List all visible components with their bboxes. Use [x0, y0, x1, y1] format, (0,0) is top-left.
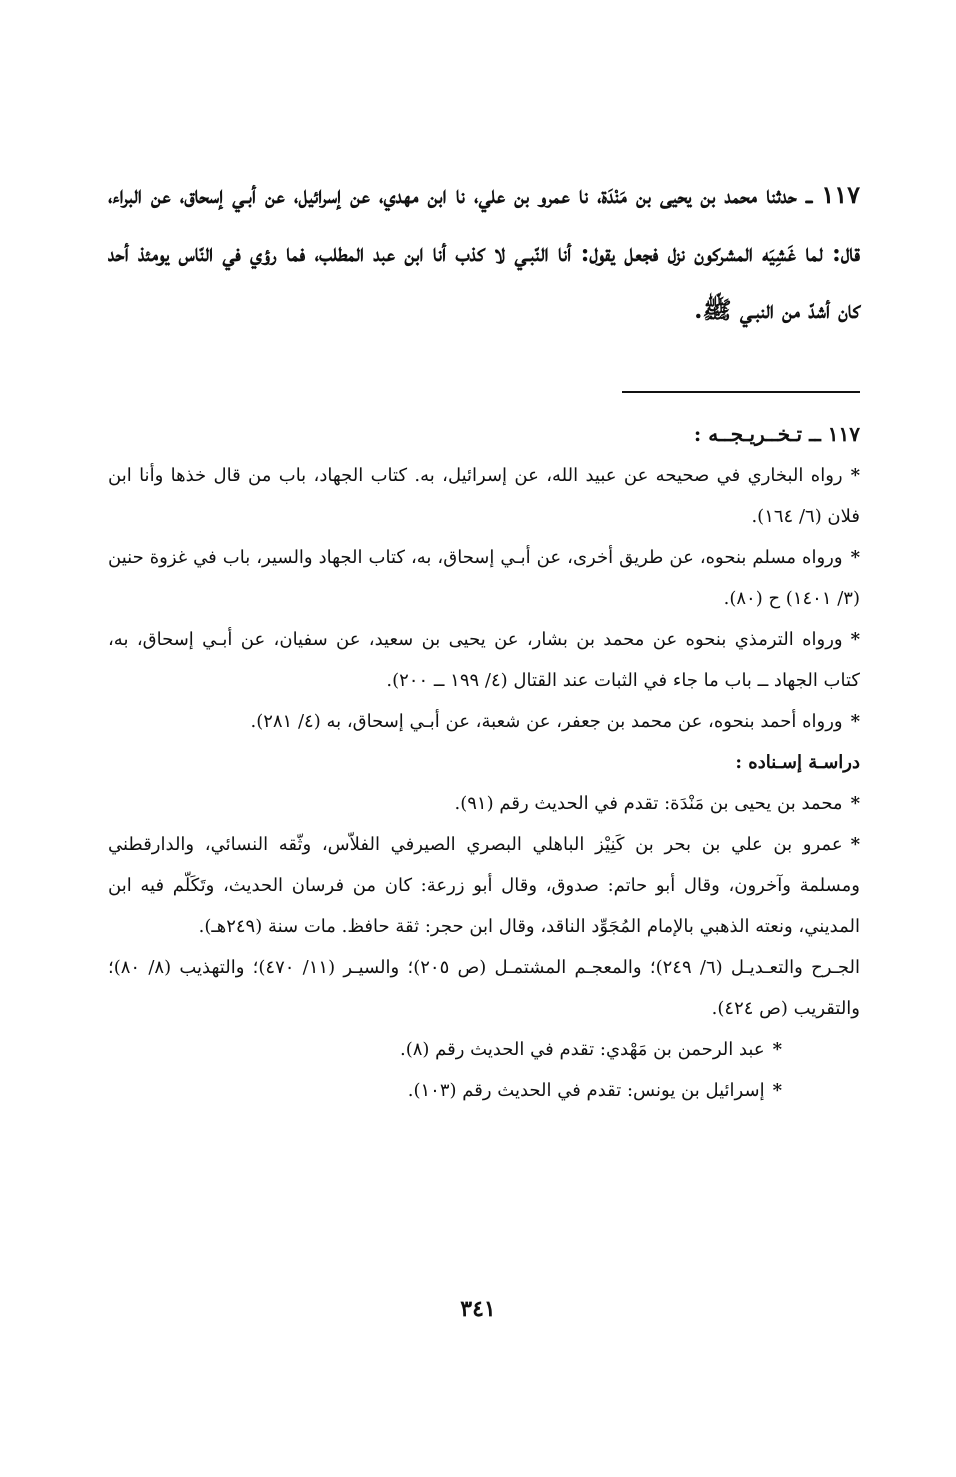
takhrij-entry-text: ورواه مسلم بنحوه، عن طريق أخرى، عن أبـي إسحاق، به، كتاب الجهاد والسير، باب في غزوة حنين (٣/ ١٤٠١) ح (٨٠). — [108, 547, 860, 609]
takhrij-entry-bukhari — [108, 455, 860, 537]
takhrij-entry-text: ورواه الترمذي بنحوه عن محمد بن بشار، عن يحيى بن سعيد، عن سفيان، عن أبـي إسحاق، به، كتاب الجهاد ــ باب ما جاء في الثبات عند القتال (٤/ ١٩٩ ــ ٢٠٠). — [108, 629, 860, 691]
narrator-text: إسرائيل بن يونس: تقدم في الحديث رقم (١٠٣). — [407, 1080, 765, 1101]
narrator-references: الجـرح والتعـديـل (٦/ ٢٤٩)؛ والمعجـم المشتمـل (ص ٢٠٥)؛ والسيـر (١١/ ٤٧٠)؛ والتهذيب (٨/ ٨٠)؛ والتقريب (ص ٤٢٤). — [108, 957, 861, 1019]
takhrij-entry-text: ورواه أحمد بنحوه، عن محمد بن جعفر، عن شعبة، عن أبـي إسحاق، به (٤/ ٢٨١). — [250, 711, 843, 732]
takhrij-heading: ١١٧ ــ تـخــريـجــه : — [693, 422, 860, 446]
narrator-ibn-mahdi — [108, 1029, 860, 1070]
bullet-mark: * — [850, 711, 860, 732]
page-number: ٣٤١ — [460, 1296, 496, 1322]
takhrij-entry-muslim — [108, 537, 860, 619]
bullet-mark: * — [850, 629, 860, 650]
bullet-mark: * — [850, 793, 860, 814]
bullet-mark: * — [850, 834, 860, 855]
takhrij-entry-ahmad — [108, 701, 860, 742]
narrator-ibn-manda — [108, 783, 860, 824]
takhrij-entry-text: رواه البخاري في صحيحه عن عبيد الله، عن إسرائيل، به. كتاب الجهاد، باب من قال خذها وأنا ابن فلان (٦/ ١٦٤). — [108, 465, 860, 527]
narrator-text: عبد الرحمن بن مَهْدي: تقدم في الحديث رقم (٨). — [400, 1039, 765, 1060]
dirasa-heading: دراسـة إسـناده : — [735, 752, 860, 773]
bullet-mark: * — [772, 1039, 782, 1060]
takhrij-entry-tirmidhi — [108, 619, 860, 701]
narrator-amr-ibn-ali — [108, 824, 860, 947]
narrator-israil — [108, 1070, 860, 1111]
bullet-mark: * — [850, 465, 860, 486]
narrator-text: محمد بن يحيى بن مَنْدَة: تقدم في الحديث رقم (٩١). — [454, 793, 843, 814]
narrator-text: عمرو بن علي بن بحر بن كَنِيْز الباهلي البصري الصيرفي الفلاّس، وثّقه النسائي، والدارقطني ومسلمة وآخرون، وقال أبو حاتم: صدوق، وقال أبو زرعة: كان من فرسان الحديث، وتَكَلّم فيه ابن المديني، ونعته الذهبي بالإمام المُجَوِّد الناقد، وقال ابن حجر: ثقة حافظ. مات سنة (٢٤٩هـ). — [108, 834, 860, 937]
footnotes-block — [108, 414, 860, 1111]
bullet-mark: * — [850, 547, 860, 568]
hadith-text-block — [108, 166, 860, 339]
footnote-divider — [622, 391, 860, 393]
hadith-text: ١١٧ ــ حدثنا محمد بن يحيى بن مَنْدَة، نا عمرو بن علي، نا ابن مهدي، عن إسرائيل، عن أبـي إسحاق، عن البراء، قال: لما غَشِيَه المشركون نزل فجعل يقول: أنا النّبـي لا كذب أنا ابن عبد المطلب، فما رؤي في النّاس يومئذ أحد كان أشدّ من النبـي ﷺ. — [108, 180, 860, 324]
bullet-mark: * — [772, 1080, 782, 1101]
